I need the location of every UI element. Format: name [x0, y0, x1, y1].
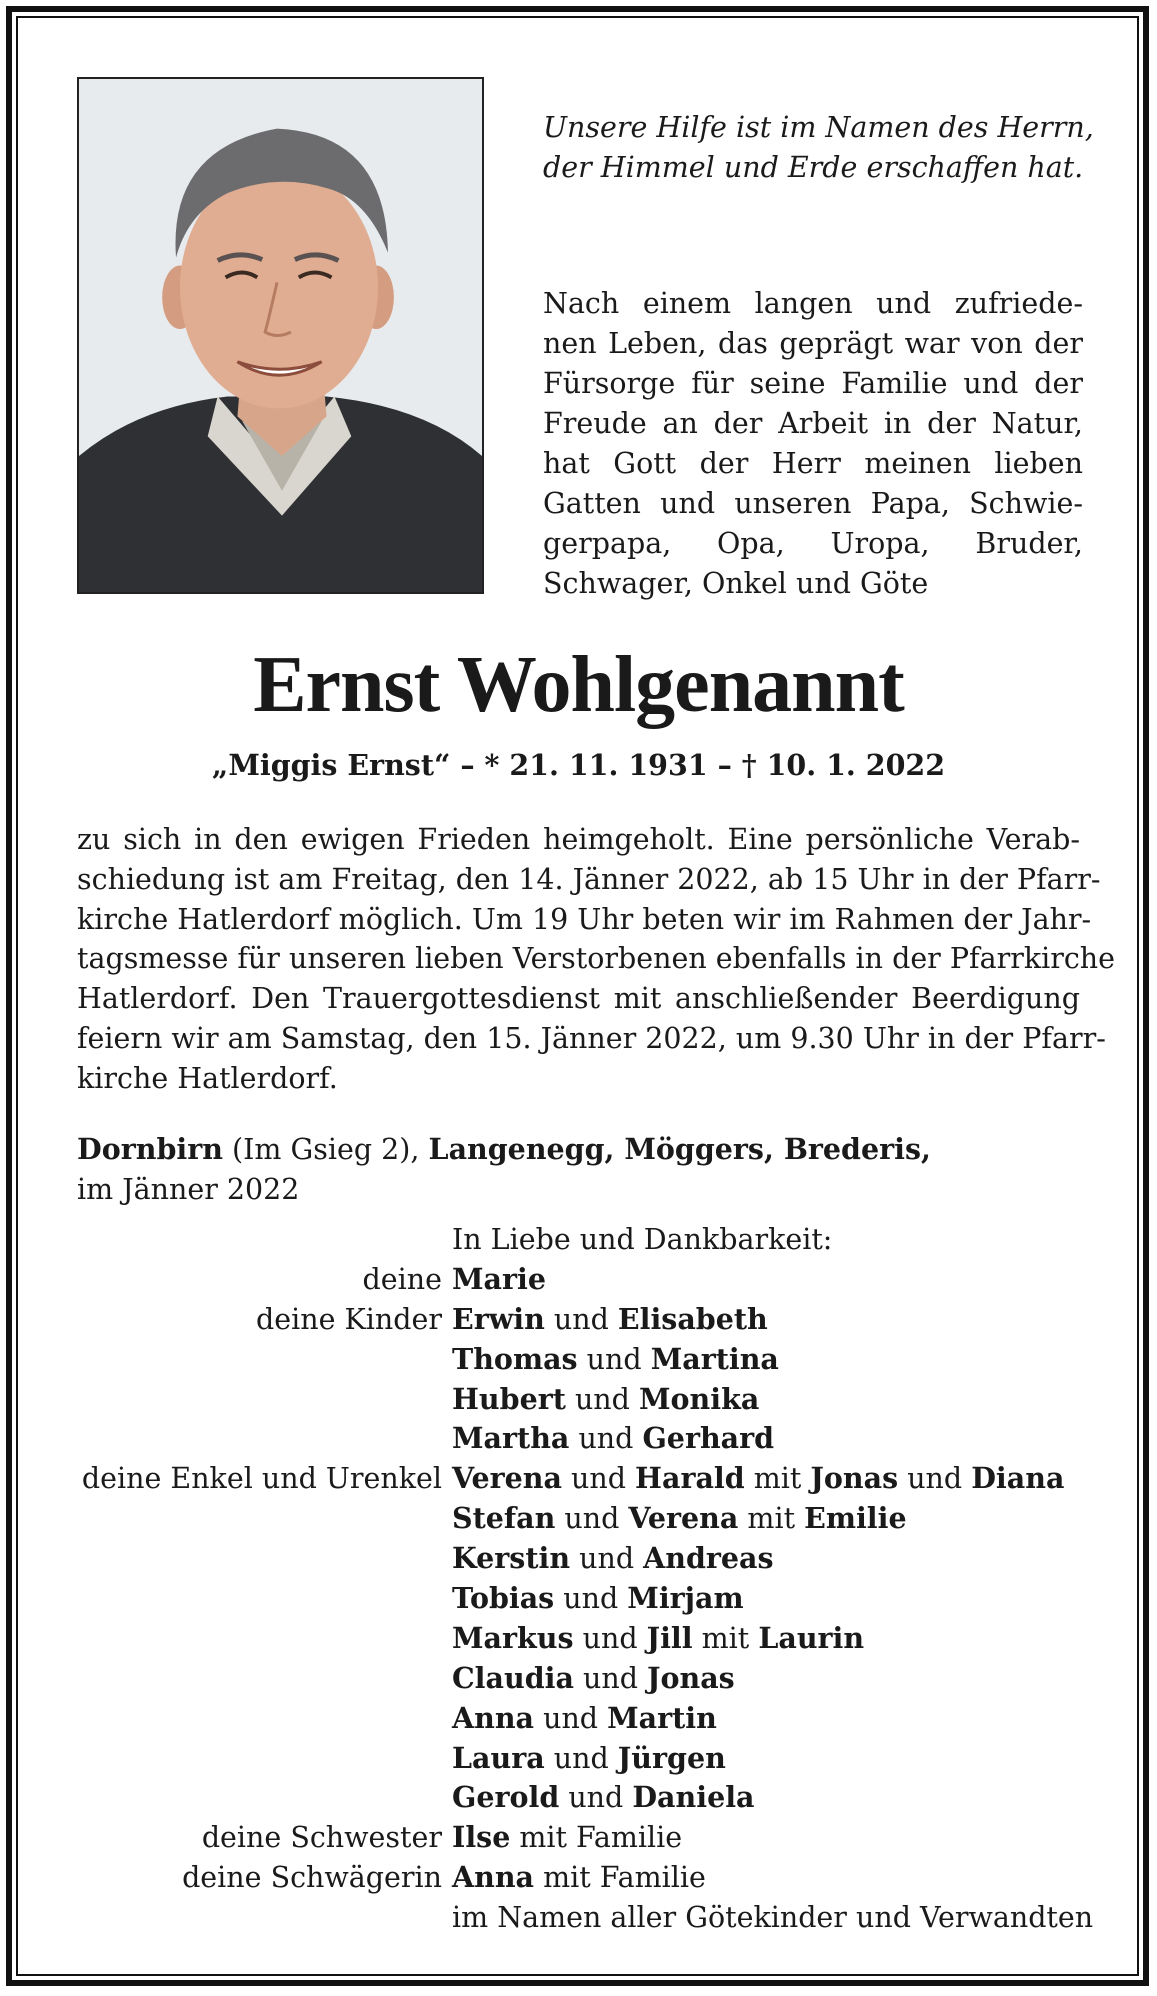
mourner-names [452, 1898, 1093, 1938]
mourner-name: Elisabeth [617, 1301, 768, 1336]
body-line: Hatlerdorf. Den Trauergottesdienst mit anschließender Beerdigung [77, 982, 1080, 1016]
mourner-name: Erwin [452, 1301, 545, 1336]
place-address: (Im Gsieg 2), [232, 1133, 420, 1166]
mourner-role: deine [362, 1262, 442, 1296]
mourner-name: Hubert [452, 1381, 566, 1416]
mourner-name: Diana [971, 1461, 1065, 1496]
mourner-connector: und [544, 1741, 618, 1775]
intro-line: gerpapa, Opa, Uropa, Bruder, [543, 527, 1083, 560]
mourner-row [0, 1579, 1157, 1619]
mourner-row [0, 1699, 1157, 1739]
mourner-connector: und [577, 1342, 651, 1376]
mourner-connector: mit Familie [510, 1821, 683, 1855]
mourner-row [0, 1858, 1157, 1898]
deceased-dates: „Miggis Ernst“ – * 21. 11. 1931 – † 10. 1. 2022 [211, 748, 946, 782]
mourner-connector: und [573, 1661, 647, 1695]
mourner-names [452, 1419, 774, 1459]
funeral-details [77, 820, 1116, 1099]
mourner-connector: und [569, 1422, 643, 1456]
mourner-name: Emilie [804, 1501, 907, 1536]
mourner-row [0, 1419, 1157, 1459]
mourner-name: Laura [452, 1740, 545, 1775]
mourner-name: Gerold [452, 1780, 560, 1815]
mourner-names [452, 1659, 735, 1699]
mourner-name: Anna [452, 1700, 535, 1735]
mourner-name: Kerstin [452, 1541, 571, 1576]
body-line: feiern wir am Samstag, den 15. Jänner 2022, um 9.30 Uhr in der Pfarr- [77, 1021, 1106, 1055]
mourners-list [0, 1220, 1157, 1938]
mourner-connector: und [573, 1621, 647, 1655]
mourner-connector: und [544, 1302, 618, 1336]
mourner-row [0, 1459, 1157, 1499]
mourner-name: Jonas [810, 1461, 899, 1496]
verse-line: der Himmel und Erde erschaffen hat. [543, 151, 1084, 184]
mourner-names [452, 1300, 768, 1340]
intro-line: nen Leben, das geprägt war von der [543, 327, 1083, 360]
mourner-connector: mit [744, 1462, 811, 1496]
mourner-name: Verena [452, 1461, 562, 1496]
mourner-row [0, 1380, 1157, 1420]
deceased-name: Ernst Wohlgenannt [253, 641, 904, 729]
mourner-name: Jürgen [617, 1740, 726, 1775]
mourner-name: Jill [646, 1620, 693, 1655]
mourner-name: Marie [452, 1261, 546, 1296]
mourner-name: Laurin [758, 1620, 865, 1655]
mourner-name: Jonas [647, 1660, 735, 1695]
mourner-connector: mit Familie [534, 1861, 706, 1895]
mourner-names [452, 1539, 774, 1579]
portrait-illustration [79, 79, 482, 592]
mourner-name: Verena [628, 1501, 739, 1536]
mourner-name: Andreas [643, 1541, 774, 1576]
mourner-connector: In Liebe und Dankbarkeit: [452, 1223, 833, 1256]
mourner-name: Markus [452, 1620, 574, 1655]
mourner-connector: im Namen aller Götekinder und Verwandten [452, 1901, 1094, 1935]
intro-line: hat Gott der Herr meinen lieben [543, 447, 1083, 480]
verse-line: Unsere Hilfe ist im Namen des Herrn, [543, 111, 1094, 144]
mourner-row [0, 1300, 1157, 1340]
mourner-name: Martin [607, 1700, 717, 1735]
place-other-towns: Langenegg, Möggers, Brederis, [428, 1132, 931, 1166]
mourner-row [0, 1539, 1157, 1579]
mourner-row [0, 1659, 1157, 1699]
mourner-row [0, 1619, 1157, 1659]
mourner-role: deine Kinder [255, 1302, 442, 1336]
mourner-row [0, 1220, 1157, 1260]
body-line: zu sich in den ewigen Frieden heimgeholt. Eine persönliche Verab- [77, 823, 1080, 856]
place-line [77, 1129, 1080, 1170]
mourner-name: Thomas [452, 1341, 578, 1376]
mourner-connector: und [559, 1781, 633, 1815]
intro-line: Schwager, Onkel und Göte [543, 567, 929, 600]
mourner-name: Harald [635, 1461, 745, 1496]
mourner-name: Martina [650, 1341, 779, 1376]
mourner-connector: und [898, 1462, 972, 1496]
mourner-names [452, 1739, 726, 1779]
mourner-name: Gerhard [642, 1421, 775, 1456]
mourner-connector: und [570, 1542, 644, 1576]
mourner-name: Stefan [452, 1501, 556, 1536]
place-date: im Jänner 2022 [77, 1173, 300, 1206]
mourner-name: Tobias [452, 1581, 555, 1616]
mourner-name: Daniela [632, 1780, 755, 1815]
mourner-names [452, 1778, 755, 1818]
mourner-name: Claudia [452, 1660, 574, 1695]
place-town: Dornbirn [77, 1132, 223, 1166]
intro-line: Fürsorge für seine Familie und der [543, 367, 1083, 400]
mourner-names [452, 1818, 682, 1858]
mourner-connector: mit [692, 1621, 759, 1655]
mourner-names [452, 1619, 864, 1659]
intro-line: Freude an der Arbeit in der Natur, [543, 407, 1083, 440]
mourner-row [0, 1778, 1157, 1818]
mourner-role: deine Schwägerin [182, 1861, 442, 1895]
mourner-connector: und [555, 1502, 629, 1536]
mourner-row [0, 1260, 1157, 1300]
mourner-row [0, 1818, 1157, 1858]
mourner-name: Martha [452, 1421, 570, 1456]
mourner-connector: mit [738, 1502, 805, 1536]
mourner-names [452, 1459, 1064, 1499]
intro-paragraph [543, 284, 1083, 604]
mourner-row [0, 1739, 1157, 1779]
mourner-names [452, 1579, 744, 1619]
mourner-row [0, 1898, 1157, 1938]
body-line: schiedung ist am Freitag, den 14. Jänner 2022, ab 15 Uhr in der Pfarr- [77, 862, 1101, 896]
mourner-connector: und [565, 1382, 639, 1416]
intro-line: Nach einem langen und zufriede- [543, 287, 1083, 320]
mourner-row [0, 1340, 1157, 1380]
mourner-role: deine Enkel und Urenkel [81, 1462, 442, 1496]
place-and-date [77, 1129, 1080, 1210]
mourner-connector: und [534, 1701, 608, 1735]
mourner-names [452, 1858, 706, 1898]
mourner-connector: und [561, 1462, 636, 1496]
bible-verse [543, 108, 1094, 188]
mourner-name: Anna [452, 1860, 535, 1895]
mourner-names [452, 1380, 759, 1420]
mourner-names [452, 1340, 779, 1380]
mourner-role: deine Schwester [201, 1821, 442, 1855]
mourner-name: Monika [638, 1381, 760, 1416]
portrait-photo [77, 77, 484, 594]
body-line: kirche Hatlerdorf möglich. Um 19 Uhr beten wir im Rahmen der Jahr- [77, 902, 1092, 936]
mourner-connector: und [554, 1582, 628, 1616]
mourner-name: Mirjam [627, 1581, 744, 1616]
mourner-names [452, 1499, 907, 1539]
body-line: tagsmesse für unseren lieben Verstorbenen ebenfalls in der Pfarrkirche [77, 942, 1116, 976]
body-line: kirche Hatlerdorf. [77, 1061, 338, 1095]
mourner-row [0, 1499, 1157, 1539]
mourner-name: Ilse [452, 1820, 511, 1855]
mourner-names [452, 1260, 546, 1300]
mourner-names [452, 1220, 832, 1260]
intro-line: Gatten und unseren Papa, Schwie- [543, 487, 1083, 520]
mourner-names [452, 1699, 717, 1739]
